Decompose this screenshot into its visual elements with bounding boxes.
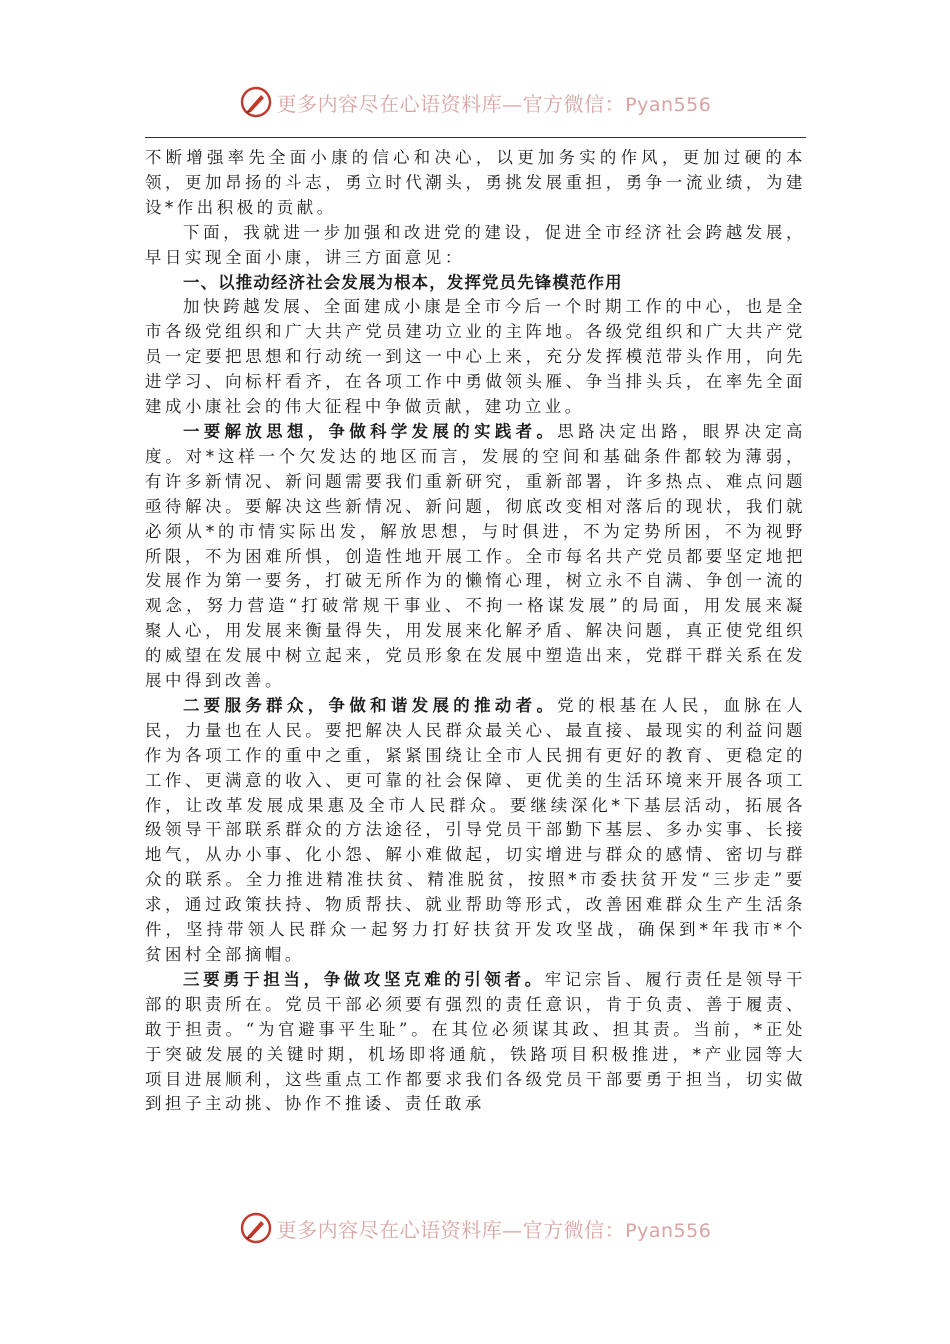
paragraph-1: 不断增强率先全面小康的信心和决心，以更加务实的作风，更加过硬的本领，更加昂扬的斗志，勇立时代潮头，勇挑发展重担，勇争一流业绩，为建设*作出积极的贡献。 <box>145 148 806 217</box>
footer-wechat-id: Pyan556 <box>625 1219 712 1242</box>
header-rule <box>145 137 806 138</box>
paragraph-6-text: 牢记宗旨、履行责任是领导干部的职责所在。党员干部必须要有强烈的责任意识，肯于负责、善于履责、敢于担责。“为官避事平生耻”。在其位必须谋其政、担其责。当前，*正处于突破发展的关键时期，机场即将通航，铁路项目积极推进，*产业园等大项目进展顺利，这些重点工作都要求我们各级党员干部要勇于担当，切实做到担子主动挑、协作不推诿、责任敢承 <box>145 969 806 1114</box>
header-banner <box>0 82 950 122</box>
header-banner-text: 更多内容尽在心语资料库—官方微信：Pyan556 <box>276 91 712 116</box>
paragraph-3: 加快跨越发展、全面建成小康是全市今后一个时期工作的中心，也是全市各级党组织和广大共产党员建功立业的主阵地。各级党组织和广大共产党员一定要把思想和行动统一到这一中心上来，充分发挥模范带头作用，向先进学习、向标杆看齐，在各项工作中勇做领头雁、争当排头兵，在率先全面建成小康社会的伟大征程中争做贡献，建功立业。 <box>145 297 806 417</box>
paragraph-5 <box>145 694 806 968</box>
paragraph-6 <box>145 968 806 1117</box>
pen-logo-icon <box>239 1211 273 1245</box>
header-wechat-id: Pyan556 <box>625 93 712 116</box>
paragraph-5-text: 党的根基在人民，血脉在人民，力量也在人民。要把解决人民群众最关心、最直接、最现实的利益问题作为各项工作的重中之重，紧紧围绕让全市人民拥有更好的教育、更稳定的工作、更满意的收入、更可靠的社会保障、更优美的生活环境来开展各项工作，让改革发展成果惠及全市人民群众。要继续深化*下基层活动，拓展各级领导干部联系群众的方法途径，引导党员干部勤下基层、多办实事、长接地气，从办小事、化小怨、解小难做起，切实增进与群众的感情、密切与群众的联系。全力推进精准扶贫、精准脱贫，按照*市委扶贫开发“三步走”要求，通过政策扶持、物质帮扶、就业帮助等形式，改善困难群众生产生活条件，坚持带领人民群众一起努力打好扶贫开发攻坚战，确保到*年我市*个贫困村全部摘帽。 <box>145 695 806 964</box>
paragraph-2: 下面，我就进一步加强和改进党的建设，促进全市经济社会跨越发展，早日实现全面小康，讲三方面意见： <box>145 222 806 267</box>
document-body <box>145 146 806 1117</box>
paragraph-4 <box>145 420 806 694</box>
section-heading-1: 一、以推动经济社会发展为根本，发挥党员先锋模范作用 <box>183 272 623 292</box>
paragraph-4-lead: 一要解放思想，争做科学发展的实践者。 <box>183 421 558 441</box>
pen-logo-icon <box>239 85 273 119</box>
footer-banner-text: 更多内容尽在心语资料库—官方微信：Pyan556 <box>276 1217 712 1242</box>
paragraph-6-lead: 三要勇于担当，争做攻坚克难的引领者。 <box>183 969 545 989</box>
footer-banner <box>0 1208 950 1248</box>
paragraph-4-text: 思路决定出路，眼界决定高度。对*这样一个欠发达的地区而言，发展的空间和基础条件都较为薄弱，有许多新情况、新问题需要我们重新研究，重新部署，许多热点、难点问题亟待解决。要解决这些新情况、新问题，彻底改变相对落后的现状，我们就必须从*的市情实际出发，解放思想，与时俱进，不为定势所困，不为视野所限，不为困难所惧，创造性地开展工作。全市每名共产党员都要坚定地把发展作为第一要务，打破无所作为的懒惰心理，树立永不自满、争创一流的观念，努力营造“打破常规干事业、不拘一格谋发展”的局面，用发展来凝聚人心，用发展来衡量得失，用发展来化解矛盾、解决问题，真正使党组织的威望在发展中树立起来，党员形象在发展中塑造出来，党群干群关系在发展中得到改善。 <box>145 421 806 691</box>
paragraph-5-lead: 二要服务群众，争做和谐发展的推动者。 <box>183 695 558 715</box>
